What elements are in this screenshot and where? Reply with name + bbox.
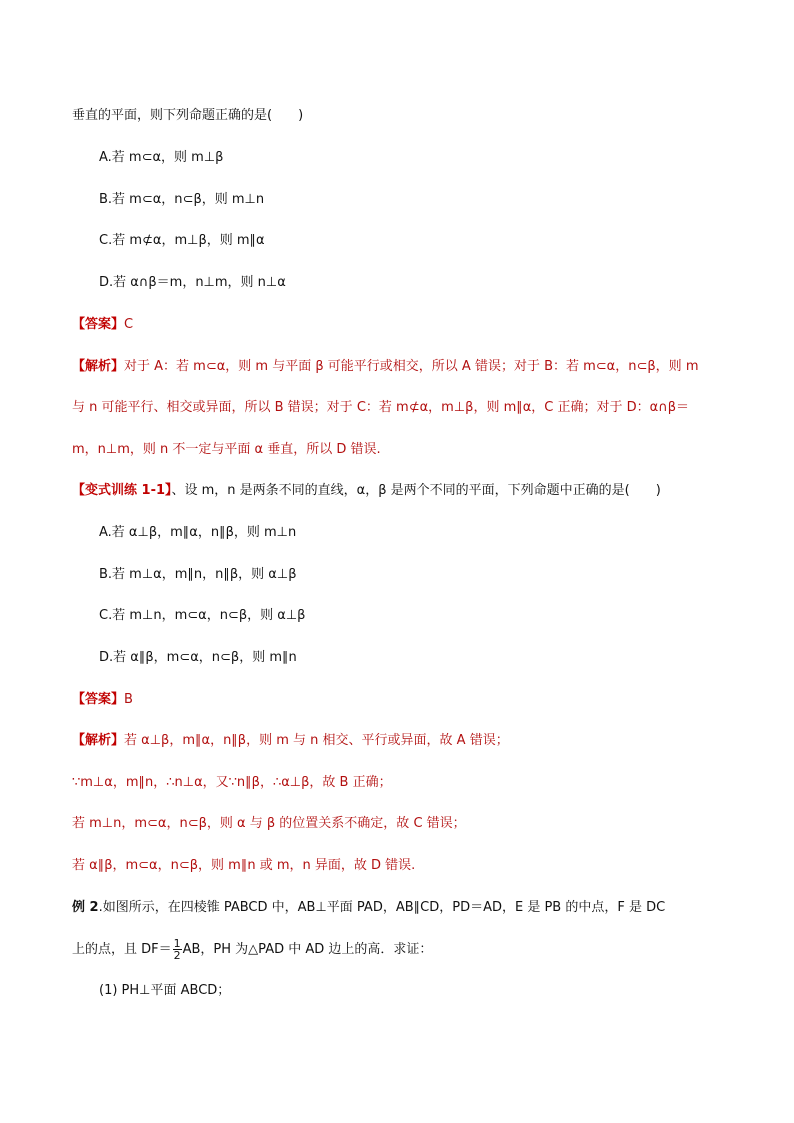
fraction-one-half [173,938,182,961]
q2-analysis-line-4: 若 α∥β，m⊂α，n⊂β，则 m∥n 或 m，n 异面，故 D 错误. [72,858,416,873]
example2-text-1: .如图所示，在四棱锥 PABCD 中，AB⊥平面 PAD，AB∥CD，PD＝AD，E 是 PB 的中点，F 是 DC [98,900,666,915]
q1-option-b: B.若 m⊂α，n⊂β，则 m⊥n [99,192,265,207]
answer-tag: 【答案】 [72,317,125,332]
example2-item-1: (1) PH⊥平面 ABCD； [99,983,231,998]
q1-option-d: D.若 α∩β＝m，n⊥m，则 n⊥α [99,275,286,290]
q2-option-d: D.若 α∥β，m⊂α，n⊂β，则 m∥n [99,650,297,665]
q1-option-c: C.若 m⊄α，m⊥β，则 m∥α [99,233,265,248]
q2-stem-text: 、设 m，n 是两条不同的直线，α，β 是两个不同的平面，下列命题中正确的是( ) [171,483,661,498]
q2-option-c: C.若 m⊥n，m⊂α，n⊂β，则 α⊥β [99,608,306,623]
fraction-numerator: 1 [173,937,181,950]
example2-text-2a: 上的点，且 DF＝ [72,942,172,957]
q2-analysis-line-2: ∵m⊥α，m∥n，∴n⊥α，又∵n∥β，∴α⊥β，故 B 正确； [72,775,392,790]
q1-answer [72,316,133,334]
variant-training-tag: 【变式训练 1-1】 [72,483,172,498]
answer-value: B [124,692,133,707]
analysis-tag: 【解析】 [72,359,125,374]
example2-text-2b: AB，PH 为△PAD 中 AD 边上的高．求证： [182,942,433,957]
answer-value: C [124,317,134,332]
q2-option-a: A.若 α⊥β，m∥α，n∥β，则 m⊥n [99,525,297,540]
q2-stem [72,482,661,500]
q1-analysis-line-1 [72,358,698,376]
example2-stem-line-2 [72,938,432,961]
example-label: 例 2 [72,900,99,915]
analysis-tag: 【解析】 [72,733,125,748]
q2-option-b: B.若 m⊥α，m∥n，n∥β，则 α⊥β [99,567,297,582]
example2-stem-line-1 [72,899,665,917]
fraction-denominator: 2 [173,949,181,962]
analysis-text: 对于 A：若 m⊂α，则 m 与平面 β 可能平行或相交，所以 A 错误；对于 B：若 m⊂α，n⊂β，则 m [124,359,699,374]
analysis-text: 若 α⊥β，m∥α，n∥β，则 m 与 n 相交、平行或异面，故 A 错误； [124,733,509,748]
q1-option-a: A.若 m⊂α，则 m⊥β [99,150,224,165]
q1-stem: 垂直的平面，则下列命题正确的是( ) [72,108,304,123]
answer-tag: 【答案】 [72,692,125,707]
q2-answer [72,691,133,709]
q1-analysis-line-2: 与 n 可能平行、相交或异面，所以 B 错误；对于 C：若 m⊄α，m⊥β，则 m∥α，C 正确；对于 D：α∩β＝ [72,400,690,415]
q2-analysis-line-3: 若 m⊥n，m⊂α，n⊂β，则 α 与 β 的位置关系不确定，故 C 错误； [72,816,466,831]
q2-analysis-line-1 [72,732,509,750]
q1-analysis-line-3: m，n⊥m，则 n 不一定与平面 α 垂直，所以 D 错误. [72,442,381,457]
